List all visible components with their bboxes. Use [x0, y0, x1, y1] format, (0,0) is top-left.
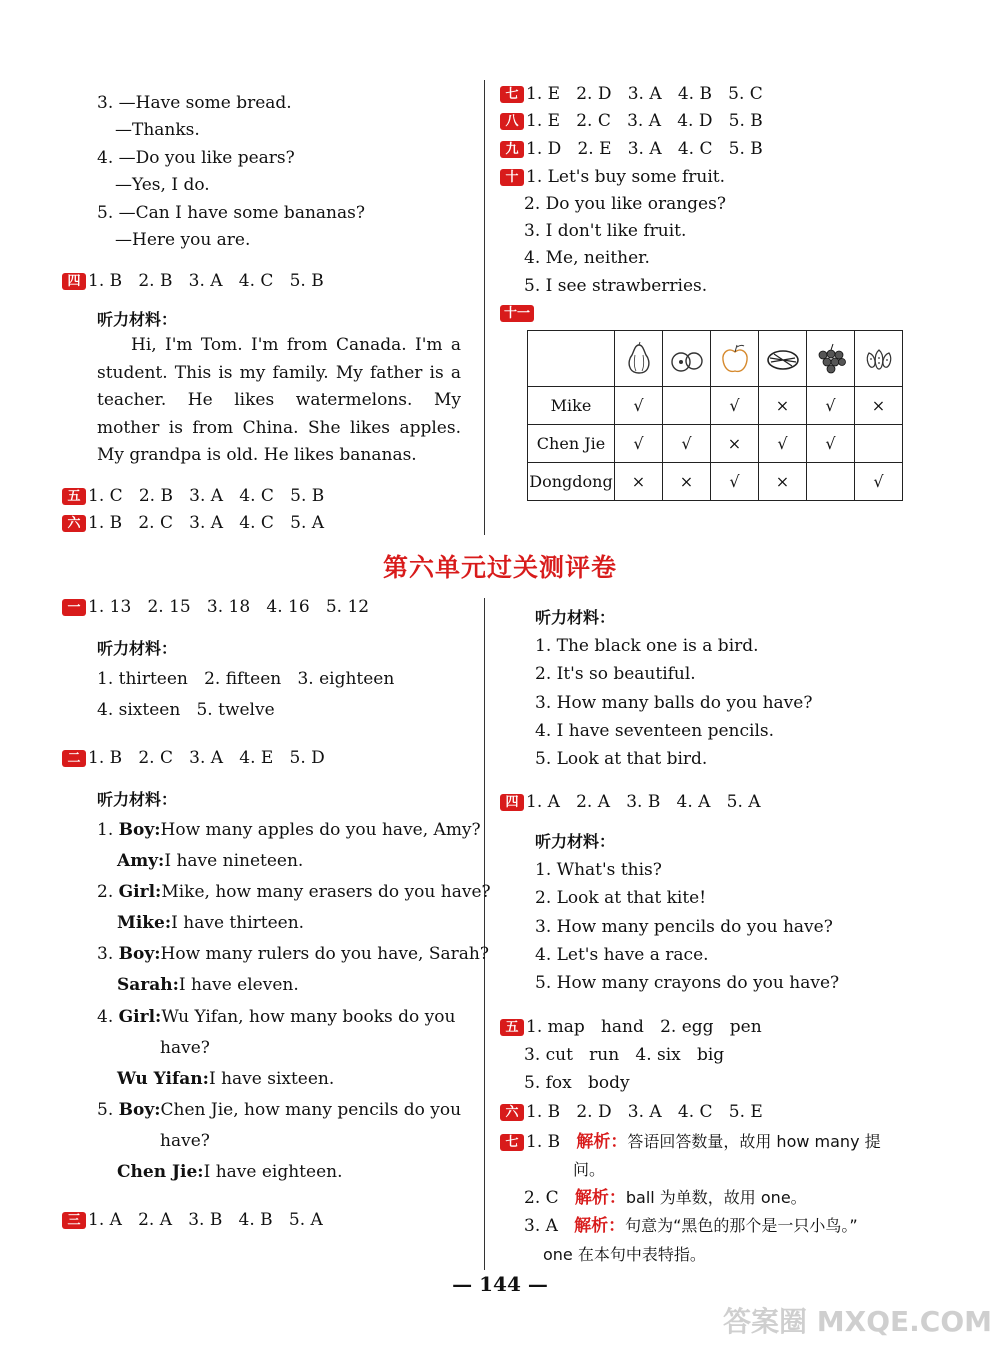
mark-cell	[807, 463, 855, 501]
listening-label: 听力材料：	[97, 790, 178, 809]
analysis-tag: 解析：	[576, 1132, 628, 1152]
answers: 1. B 2. C 3. A 4. E 5. D	[88, 748, 325, 768]
section-badge: 六	[62, 515, 86, 532]
listening-label: 听力材料：	[535, 832, 616, 851]
answer-row-4	[62, 270, 324, 292]
mark-cell	[663, 387, 711, 425]
explanation-cont: one 在本句中表特指。	[543, 1245, 706, 1264]
mark-cell: √	[663, 425, 711, 463]
watermark: 答案圈 MXQE.COM	[723, 1305, 992, 1338]
answers: 1. D 2. E 3. A 4. C 5. B	[526, 139, 763, 159]
page-number: — 144 —	[452, 1272, 548, 1296]
sentence: 5. I see strawberries.	[524, 276, 708, 296]
mark-cell: √	[615, 387, 663, 425]
answer-row-4	[500, 791, 761, 813]
mark-cell: √	[807, 387, 855, 425]
dialog-line: —Thanks.	[115, 120, 200, 140]
sentence: 3. I don't like fruit.	[524, 221, 687, 241]
strawberry-icon	[861, 341, 897, 377]
section-badge: 九	[500, 141, 524, 158]
listening-line: 5. Look at that bird.	[535, 749, 708, 769]
section-badge: 七	[500, 1134, 524, 1151]
explanation-cont: 问。	[573, 1160, 606, 1179]
sentence: 1. Let's buy some fruit.	[526, 167, 726, 187]
row-name: Mike	[528, 387, 615, 425]
answers: 5. fox body	[524, 1073, 630, 1093]
mark-cell: √	[711, 387, 759, 425]
dialog-a: Chen Jie:I have eighteen.	[117, 1162, 343, 1182]
mark-cell: ×	[615, 463, 663, 501]
explanation-1: 七 1. B 解析：答语回答数量，故用 how many 提	[500, 1131, 881, 1153]
mark-cell: √	[807, 425, 855, 463]
speaker: Girl:	[118, 882, 162, 902]
listening-line: 5. How many crayons do you have?	[535, 973, 840, 993]
answer-row-10	[500, 166, 725, 188]
mark-cell: √	[759, 425, 807, 463]
dialog-line: 3. —Have some bread.	[97, 93, 292, 113]
speaker: Wu Yifan:	[117, 1069, 209, 1089]
apple-icon	[717, 341, 753, 377]
mark-cell: ×	[855, 387, 903, 425]
dialog-q: 2. Girl:Mike, how many erasers do you have?	[97, 882, 491, 902]
column-divider-bottom	[484, 598, 485, 1270]
section-badge: 四	[500, 794, 524, 811]
answers: 1. A 2. A 3. B 4. B 5. A	[88, 1210, 323, 1230]
dialog-a: Amy:I have nineteen.	[117, 851, 304, 871]
section-badge: 十一	[500, 305, 534, 322]
table-row	[528, 387, 903, 425]
listening-line: 4. sixteen 5. twelve	[97, 700, 275, 720]
answer-row-1	[62, 596, 369, 618]
mark-cell: ×	[663, 463, 711, 501]
answers: 1. E 2. C 3. A 4. D 5. B	[526, 111, 763, 131]
listening-line: 2. It's so beautiful.	[535, 664, 696, 684]
answer-row-3	[62, 1209, 323, 1231]
answer-row-9	[500, 138, 763, 160]
dialog-q-cont: have?	[160, 1038, 210, 1058]
speaker: Boy:	[118, 820, 161, 840]
answers: 1. A 2. A 3. B 4. A 5. A	[526, 792, 761, 812]
speaker: Boy:	[118, 1100, 161, 1120]
answers: 1. B 2. D 3. A 4. C 5. E	[526, 1102, 763, 1122]
listening-line: 2. Look at that kite!	[535, 888, 707, 908]
speaker: Girl:	[118, 1007, 162, 1027]
listening-line: 3. How many pencils do you have?	[535, 917, 833, 937]
listening-line: 3. How many balls do you have?	[535, 693, 813, 713]
analysis-tag: 解析：	[574, 1188, 626, 1208]
mark-cell: ×	[711, 425, 759, 463]
section-badge: 一	[62, 599, 86, 616]
section-badge: 三	[62, 1212, 86, 1229]
section-badge: 七	[500, 86, 524, 103]
section-badge: 十	[500, 169, 524, 186]
explanation-3: 3. A 解析：句意为“黑色的那个是一只小鸟。”	[524, 1216, 858, 1236]
explanation-2: 2. C 解析：ball 为单数，故用 one。	[524, 1188, 807, 1208]
fruit-preference-table	[527, 330, 903, 501]
listening-line: 4. Let's have a race.	[535, 945, 709, 965]
speaker: Boy:	[118, 944, 161, 964]
dialog-q: 5. Boy:Chen Jie, how many pencils do you	[97, 1100, 462, 1120]
dialog-line: —Here you are.	[115, 230, 251, 250]
mark-cell: √	[711, 463, 759, 501]
answer-row-5	[62, 485, 324, 507]
unit-title: 第六单元过关测评卷	[382, 553, 617, 582]
column-divider-top	[484, 80, 485, 535]
answers: 1. B 2. C 3. A 4. C 5. A	[88, 513, 325, 533]
answer-row-6	[62, 512, 324, 534]
watermelon-icon	[765, 341, 801, 377]
table-row	[528, 425, 903, 463]
listening-line: 4. I have seventeen pencils.	[535, 721, 775, 741]
answer-row-11	[500, 302, 536, 324]
answer-row-8	[500, 110, 763, 132]
listening-passage	[97, 332, 461, 470]
listening-label: 听力材料：	[97, 639, 178, 658]
pear-icon	[621, 341, 657, 377]
speaker: Amy:	[117, 851, 165, 871]
mark-cell: ×	[759, 387, 807, 425]
dialog-q: 1. Boy:How many apples do you have, Amy?	[97, 820, 481, 840]
row-name: Chen Jie	[528, 425, 615, 463]
dialog-q: 3. Boy:How many rulers do you have, Sarah?	[97, 944, 489, 964]
mark-cell: √	[855, 463, 903, 501]
mark-cell: √	[615, 425, 663, 463]
answer-row-5	[500, 1016, 762, 1038]
dialog-q: 4. Girl:Wu Yifan, how many books do you	[97, 1007, 456, 1027]
speaker: Sarah:	[117, 975, 179, 995]
dialog-a: Mike:I have thirteen.	[117, 913, 305, 933]
listening-label: 听力材料：	[97, 310, 178, 329]
dialog-a: Sarah:I have eleven.	[117, 975, 299, 995]
dialog-line: —Yes, I do.	[115, 175, 210, 195]
dialog-line: 5. —Can I have some bananas?	[97, 203, 365, 223]
dialog-a: Wu Yifan:I have sixteen.	[117, 1069, 335, 1089]
answers: 3. cut run 4. six big	[524, 1045, 725, 1065]
answers: 1. E 2. D 3. A 4. B 5. C	[526, 84, 763, 104]
table-header-row	[528, 331, 903, 387]
section-badge: 八	[500, 113, 524, 130]
answers: 1. B 2. B 3. A 4. C 5. B	[88, 271, 324, 291]
section-badge: 二	[62, 750, 86, 767]
passage-text: Hi, I'm Tom. I'm from Canada. I'm a student. This is my family. My father is a teacher. He likes watermelons. My mother is from China. She likes apples. My grandpa is old. He likes bananas.	[97, 335, 461, 465]
listening-line: 1. thirteen 2. fifteen 3. eighteen	[97, 669, 395, 689]
row-name: Dongdong	[528, 463, 615, 501]
answer-row-7	[500, 83, 763, 105]
section-badge: 五	[62, 488, 86, 505]
listening-line: 1. What's this?	[535, 860, 662, 880]
table-row	[528, 463, 903, 501]
answers: 1. 13 2. 15 3. 18 4. 16 5. 12	[88, 597, 370, 617]
answer-row-6	[500, 1101, 763, 1123]
mark-cell: ×	[759, 463, 807, 501]
listening-line: 1. The black one is a bird.	[535, 636, 759, 656]
section-badge: 五	[500, 1019, 524, 1036]
dialog-line: 4. —Do you like pears?	[97, 148, 295, 168]
grapes-icon	[813, 341, 849, 377]
section-badge: 四	[62, 273, 86, 290]
mark-cell	[855, 425, 903, 463]
sentence: 4. Me, neither.	[524, 248, 650, 268]
speaker: Chen Jie:	[117, 1162, 204, 1182]
answers: 1. C 2. B 3. A 4. C 5. B	[88, 486, 325, 506]
speaker: Mike:	[117, 913, 172, 933]
answers: 1. map hand 2. egg pen	[526, 1017, 762, 1037]
sentence: 2. Do you like oranges?	[524, 194, 726, 214]
orange-icon	[669, 341, 705, 377]
listening-label: 听力材料：	[535, 608, 616, 627]
answer-row-2	[62, 747, 325, 769]
dialog-q-cont: have?	[160, 1131, 210, 1151]
section-badge: 六	[500, 1104, 524, 1121]
analysis-tag: 解析：	[574, 1216, 626, 1236]
